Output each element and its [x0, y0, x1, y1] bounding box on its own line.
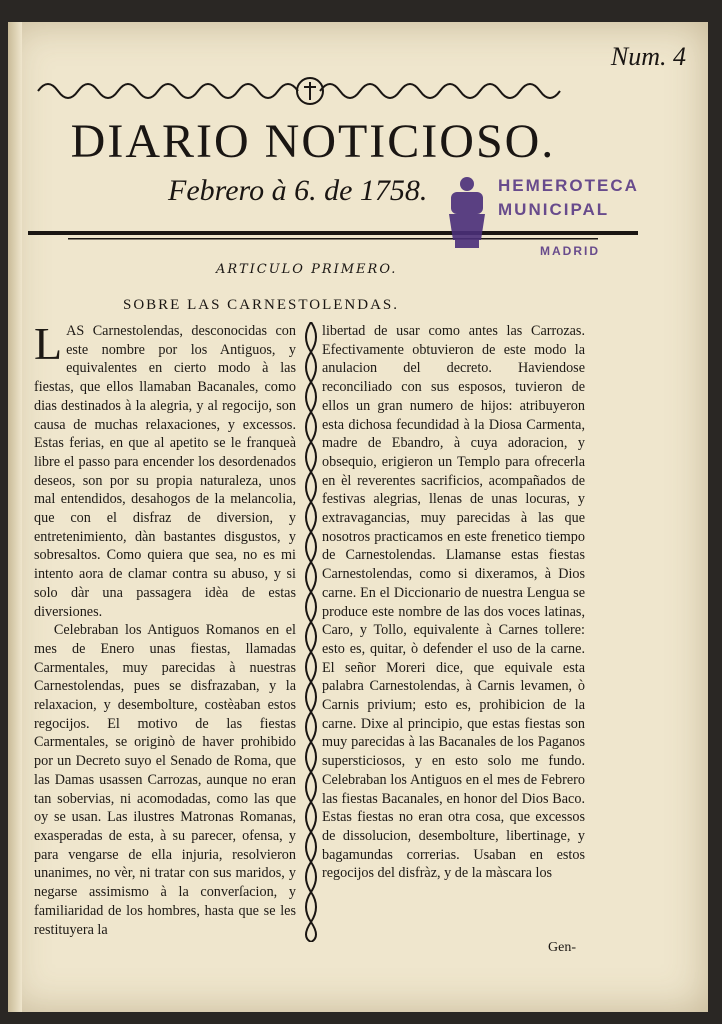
- ornament-border: [30, 74, 590, 108]
- drop-cap: L: [34, 318, 63, 369]
- column1-paragraph-1: AS Carnestolendas, desconocidas con este nombre por los Antiguos, y equivalentes en cierto modo à las fiestas, que ellos llamaban Bacanales, como dias destinados à la alegria, y al regocijo, son causa de muchas relaxaciones, y excessos. Estas ferias, en que al apetito se le franqueà libre el passo para encender los desordenados deseos, son por su propia naturaleza, unos mal entendidos, desahogos de la melancolia, que con el disfraz de diversion, y entretenimiento, dàn bastantes disgustos, y sobresaltos. Como quiera que sea, no es mi intento aora de clamar contra su abuso, y si solo dàr una passagera idèa de estas diversiones.: [34, 323, 296, 620]
- column-divider-ornament: [300, 322, 322, 942]
- column2-paragraph-1: libertad de usar como antes las Carrozas. Efectivamente obtuvieron de este modo la anulacion del decreto. Haviendose reconciliado con sus esposos, tuvieron de ellos un gran numero de hijos: atribuyeron esta dichosa fecundidad à la Diosa Carmenta, madre de Ebandro, à cuya adoracion, y obsequio, erigieron un Templo para ofrecerla en èl reverentes sacrificios, acompañados de festivas alegrias, llenas de unas locuras, y extravagancias, muy parecidas à las que nosotros practicamos en este frenetico tiempo de Carnestolendas. Llamanse estas fiestas Carnestolendas, como si dixeramos, à Dios carne. En el Diccionario de nuestra Lengua se produce este nombre de las dos voces latinas, Caro, y Tollo, equivalente à Carnes tollere: esto es, quitar, ò defender el uso de la carne. El señor Moreri dice, que equivale esta palabra Carnestolendas, à Carnis levamen, ò Carnis privium; esto es, prohibicion de la carne. Dixe al principio, que estas fiestas son muy parecidas à las Bacanales de los Paganos supersticiosos, y en esto solo me fundo. Celebraban los Antiguos en el mes de Febrero las fiestas Bacanales, en honor del Dios Baco. Estas fiestas no eran otra cosa, que excessos de dissolucion, desembolture, libertinage, y bagamundas correrias. Usaban en estos regocijos del disfràz, y de la màscara los: [322, 323, 585, 882]
- newspaper-title: DIARIO NOTICIOSO.: [70, 115, 556, 168]
- column1-paragraph-2: Celebraban los Antiguos Romanos en el mes de Enero unas fiestas, llamadas Carmentales, muy parecidas à nuestras Carnestolendas, pues se disfrazaban, y la relaxacion, y desembolture, costèaban estos regocijos. El motivo de las fiestas Carmentales, se originò de haver prohibido por un Decreto suyo el Senado de Roma, que las Damas usassen Carrozas, aunque no eran tan sobervias, ni acomodadas, como las que oy se usan. Las ilustres Matronas Romanas, exasperadas de esta, à su parecer, ofensa, y para vengarse de ella injuria, resolvieron unanimes, no vèr, ni tratar con sus maridos, y negarse assimismo à la converſacion, y familiaridad de los hombres, hasta que se les restituyera la: [34, 622, 296, 938]
- catchword: Gen-: [548, 940, 576, 955]
- newspaper-page: [8, 22, 708, 1012]
- text-column-right: [322, 322, 585, 883]
- stamp-line-1: HEMEROTECA: [498, 176, 639, 195]
- stamp-line-2: MUNICIPAL: [498, 200, 610, 219]
- article-subject: SOBRE LAS CARNESTOLENDAS.: [123, 297, 400, 313]
- issue-date: Febrero à 6. de 1758.: [168, 174, 428, 207]
- title-rule: [28, 228, 638, 242]
- issue-number: Num. 4: [610, 42, 686, 71]
- text-column-left: [34, 318, 296, 939]
- library-stamp-emblem: [441, 174, 493, 252]
- stamp-line-3: MADRID: [540, 244, 600, 258]
- page-spine-shadow: [8, 22, 22, 1012]
- section-heading: ARTICULO PRIMERO.: [216, 262, 398, 277]
